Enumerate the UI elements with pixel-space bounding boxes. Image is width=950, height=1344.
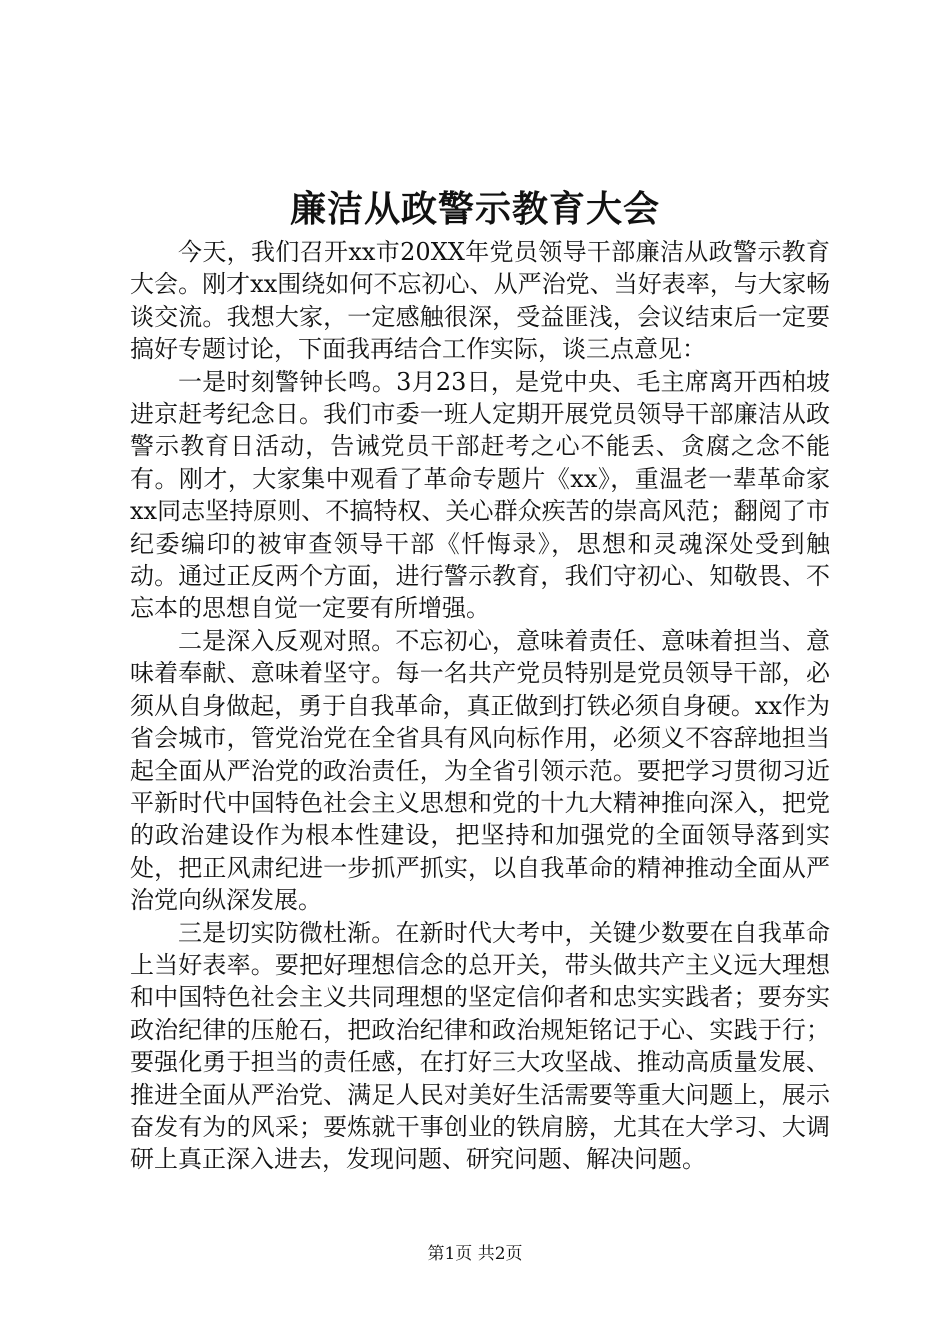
paragraph-intro: 今天，我们召开xx市20XX年党员领导干部廉洁从政警示教育大会。刚才xx围绕如何不忘初心、从严治党、当好表率，与大家畅谈交流。我想大家，一定感触很深，受益匪浅，会议结束后一定要搞好专题讨论，下面我再结合工作实际，谈三点意见： [130, 238, 830, 364]
document-title: 廉洁从政警示教育大会 [289, 188, 660, 230]
document-body [130, 236, 830, 1176]
paragraph-point-two: 二是深入反观对照。不忘初心，意味着责任、意味着担当、意味着奉献、意味着坚守。每一名共产党员特别是党员领导干部，必须从自身做起，勇于自我革命，真正做到打铁必须自身硬。xx作为省会城市，管党治党在全省具有风向标作用，必须义不容辞地担当起全面从严治党的政治责任，为全省引领示范。要把学习贯彻习近平新时代中国特色社会主义思想和党的十九大精神推向深入，把党的政治建设作为根本性建设，把坚持和加强党的全面领导落到实处，把正风肃纪进一步抓严抓实，以自我革命的精神推动全面从严治党向纵深发展。 [130, 626, 830, 915]
paragraph-point-three: 三是切实防微杜渐。在新时代大考中，关键少数要在自我革命上当好表率。要把好理想信念的总开关，带头做共产主义远大理想和中国特色社会主义共同理想的坚定信仰者和忠实实践者；要夯实政治纪律的压舱石，把政治纪律和政治规矩铭记于心、实践于行；要强化勇于担当的责任感，在打好三大攻坚战、推动高质量发展、推进全面从严治党、满足人民对美好生活需要等重大问题上，展示奋发有为的风采；要炼就干事创业的铁肩膀，尤其在大学习、大调研上真正深入进去，发现问题、研究问题、解决问题。 [130, 918, 830, 1174]
paragraph-point-one: 一是时刻警钟长鸣。3月23日，是党中央、毛主席离开西柏坡进京赶考纪念日。我们市委一班人定期开展党员领导干部廉洁从政警示教育日活动，告诫党员干部赶考之心不能丢、贪腐之念不能有。刚才，大家集中观看了革命专题片《xx》，重温老一辈革命家xx同志坚持原则、不搞特权、关心群众疾苦的崇高风范；翻阅了市纪委编印的被审查领导干部《忏悔录》，思想和灵魂深处受到触动。通过正反两个方面，进行警示教育，我们守初心、知敬畏、不忘本的思想自觉一定要有所增强。 [130, 367, 830, 623]
page-number-footer: 第1页 共2页 [427, 1244, 523, 1264]
